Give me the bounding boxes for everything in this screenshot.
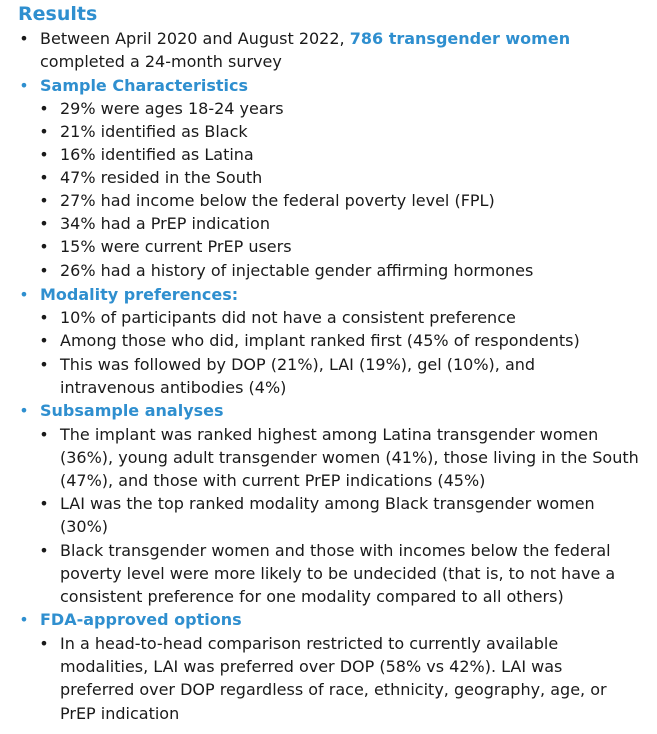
list-item <box>39 259 640 282</box>
list-item-text: 47% resided in the South <box>60 168 263 187</box>
intro-item <box>19 27 640 73</box>
section-sample-characteristics <box>19 74 640 97</box>
list-item <box>39 166 640 189</box>
bullet-icon: • <box>39 122 49 141</box>
list-item <box>39 143 640 166</box>
list-item-text: 16% identified as Latina <box>60 145 254 164</box>
section-title: FDA-approved options <box>40 610 242 629</box>
list-item-text: 15% were current PrEP users <box>60 237 292 256</box>
bullet-icon: • <box>39 425 49 444</box>
section-fda-approved-options <box>19 608 640 631</box>
intro-text-post: completed a 24-month survey <box>40 52 282 72</box>
section-title: Modality preferences: <box>40 285 239 304</box>
bullet-icon: • <box>39 214 49 233</box>
list-item <box>39 329 640 352</box>
list-item-text: 21% identified as Black <box>60 122 248 141</box>
bullet-icon: • <box>39 145 49 164</box>
list-item-text: Among those who did, implant ranked first (45% of respondents) <box>60 331 580 350</box>
list-item-text: LAI was the top ranked modality among Black transgender women (30%) <box>60 494 595 537</box>
list-item <box>39 632 620 725</box>
list-item-text: In a head-to-head comparison restricted to currently available modalities, LAI was preferred over DOP (58% vs 42%). LAI was preferred over DOP regardless of race, ethnicity, geography, age, or PrEP indication <box>60 634 607 723</box>
bullet-icon: • <box>39 308 49 327</box>
list-item-text: 27% had income below the federal poverty level (FPL) <box>60 191 495 210</box>
list-item <box>39 97 640 120</box>
list-item <box>39 306 640 329</box>
section-title: Subsample analyses <box>40 401 224 420</box>
list-item <box>39 235 640 258</box>
list-item-text: 26% had a history of injectable gender affirming hormones <box>60 261 534 280</box>
bullet-icon: • <box>39 541 49 560</box>
list-item <box>39 539 640 609</box>
bullet-icon: • <box>39 168 49 187</box>
bullet-icon: • <box>39 99 49 118</box>
list-item <box>39 423 640 493</box>
intro-text-pre: Between April 2020 and August 2022, <box>40 29 350 48</box>
bullet-icon: • <box>39 634 49 653</box>
section-modality-preferences <box>19 283 640 306</box>
list-item <box>39 212 640 235</box>
list-item-text: This was followed by DOP (21%), LAI (19%), gel (10%), and intravenous antibodies (4%) <box>60 355 536 398</box>
bullet-icon: • <box>39 494 49 513</box>
list-item-text: Black transgender women and those with incomes below the federal poverty level were more likely to be undecided (that is, to not have a consistent preference for one modality compared to all others) <box>60 541 616 607</box>
bullet-icon: • <box>39 355 49 374</box>
bullet-icon: • <box>19 285 29 304</box>
list-item <box>39 492 640 538</box>
bullet-icon: • <box>39 191 49 210</box>
bullet-icon: • <box>19 610 29 629</box>
bullet-icon: • <box>39 261 49 280</box>
section-title: Sample Characteristics <box>40 76 248 95</box>
section-subsample-analyses <box>19 399 640 422</box>
results-heading: Results <box>18 3 98 25</box>
bullet-icon: • <box>19 401 29 420</box>
list-item <box>39 353 590 399</box>
intro-highlight: 786 transgender women <box>349 29 571 48</box>
bullet-icon: • <box>39 331 49 350</box>
list-item-text: 34% had a PrEP indication <box>60 214 270 233</box>
bullet-icon: • <box>39 237 49 256</box>
list-item <box>39 120 640 143</box>
bullet-icon: • <box>19 29 29 48</box>
list-item-text: 10% of participants did not have a consistent preference <box>60 308 516 327</box>
list-item <box>39 189 640 212</box>
list-item-text: The implant was ranked highest among Latina transgender women (36%), young adult transgender women (41%), those living in the South (47%), and those with current PrEP indications (45%) <box>60 425 639 491</box>
list-item-text: 29% were ages 18-24 years <box>60 99 284 118</box>
bullet-icon: • <box>19 76 29 95</box>
